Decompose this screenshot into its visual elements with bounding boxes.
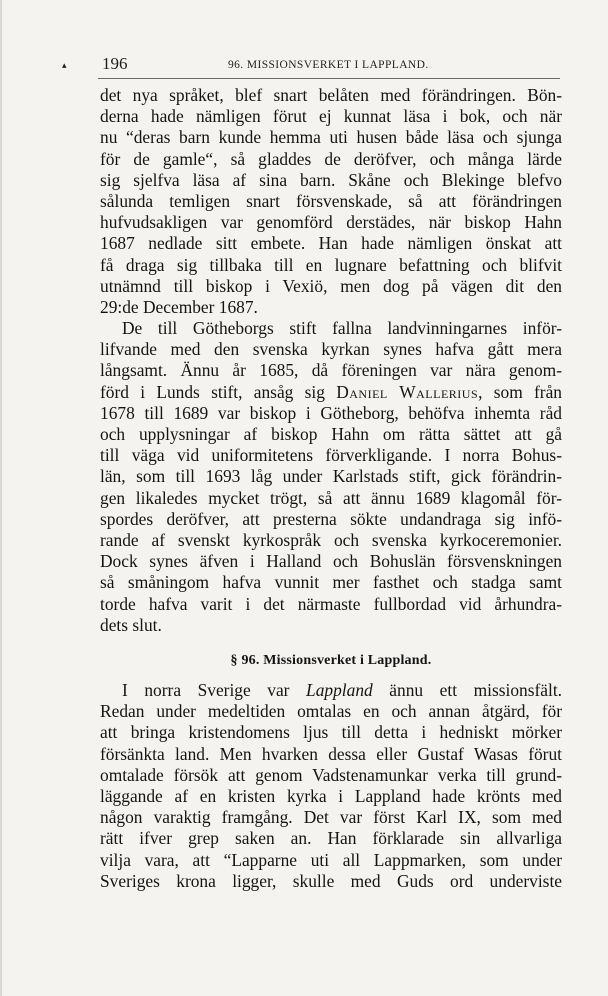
text-line: för de gamle“, så gladdes de deröfver, och många lärde	[100, 148, 562, 169]
text-fragment: förd i Lunds stift, ansåg sig	[100, 381, 325, 402]
text-line: försänkta land. Men hvarken dessa eller Gustaf Wasas förut	[100, 743, 562, 764]
text-line: rande af svenskt kyrkospråk och svenska kyrkoceremonier.	[100, 529, 562, 550]
text-line: rätt ifver grep saken an. Han förklarade sin allvarliga	[100, 828, 562, 849]
text-line: Dock synes äfven i Halland och Bohuslän försvenskningen	[100, 551, 562, 572]
text-line: sålunda temligen snart försvenskade, så att förändringen	[100, 190, 562, 211]
page-header	[98, 52, 560, 79]
text-line: få draga sig tillbaka till en lugnare befattning och blifvit	[100, 254, 562, 275]
person-name: Daniel Wallerius	[336, 381, 479, 402]
text-line: dets slut.	[100, 614, 162, 635]
text-line: så småningom hafva vunnit mer fasthet och stadga samt	[100, 572, 562, 593]
text-line: 1687 nedlade sitt embete. Han hade nämligen önskat att	[100, 233, 562, 254]
text-line: Sveriges krona ligger, skulle med Guds ord underviste	[100, 870, 562, 891]
text-line: hufvudsakligen var genomförd derstädes, när biskop Hahn	[100, 212, 562, 233]
text-line: det nya språket, blef snart belåten med förändringen. Bön-	[100, 85, 562, 105]
text-fragment: ännu ett missionsfält.	[389, 680, 562, 700]
margin-mark: ▴	[62, 60, 67, 70]
text-fragment: I norra Sverige var	[122, 680, 290, 700]
text-line: spordes deröfver, att presterna sökte undandraga sig infö-	[100, 508, 562, 529]
text-line: län, som till 1693 låg under Karlstads stift, gick förändrin-	[100, 466, 562, 487]
text-fragment: , som från	[478, 381, 562, 402]
text-line: nu “deras barn kunde hemma uti husen både läsa och sjunga	[100, 127, 562, 148]
text-line: till väga vid uniformitetens förverkligande. I norra Bohus-	[100, 445, 562, 466]
text-line: torde hafva varit i det närmaste fullbordad vid århundra-	[100, 593, 562, 614]
section-text	[100, 680, 562, 892]
text-line: Redan under medeltiden omtalas en och annan åtgärd, för	[100, 701, 562, 722]
text-line: 1678 till 1689 var biskop i Götheborg, behöfva inhemta råd	[100, 402, 562, 423]
text-line	[100, 680, 562, 701]
text-line: långsamt. Ännu år 1685, då föreningen var nära genom-	[100, 360, 562, 381]
text-line: någon varaktig framgång. Det var först Karl IX, som med	[100, 807, 562, 828]
running-head: 96. MISSIONSVERKET I LAPPLAND.	[228, 59, 429, 71]
section-heading: § 96. Missionsverket i Lappland.	[230, 653, 432, 668]
text-line: läggande af en kristen kyrka i Lappland hade krönts med	[100, 785, 562, 806]
text-line: 29:de December 1687.	[100, 296, 258, 317]
text-line: omtalade försök att genom Vadstenamunkar verka till grund-	[100, 764, 562, 785]
text-line: och upplysningar af biskop Hahn om rätta sättet att gå	[100, 424, 562, 444]
text-line: De till Götheborgs stift fallna landvinningarnes inför-	[122, 318, 562, 339]
text-line: utnämnd till biskop i Vexiö, men dog på vägen dit den	[100, 275, 562, 296]
main-text	[100, 85, 562, 636]
page-number: 196	[102, 54, 128, 73]
text-line: sig sjelfva läsa af sina barn. Skåne och Blekinge blefvo	[100, 169, 562, 190]
emphasized-word: Lappland	[306, 680, 373, 700]
text-line	[100, 382, 562, 403]
text-line: att bringa kristendomens ljus till detta i hedniskt mörker	[100, 722, 562, 743]
text-line: lifvande med den svenska kyrkan synes hafva gått mera	[100, 339, 562, 360]
text-line: vilja vara, att “Lapparne uti all Lappmarken, som under	[100, 849, 562, 870]
text-line: gen likaledes mycket trögt, så att ännu 1689 klagomål för-	[100, 487, 562, 508]
text-line: derna hade nämligen förut ej kunnat läsa i bok, och när	[100, 106, 562, 127]
